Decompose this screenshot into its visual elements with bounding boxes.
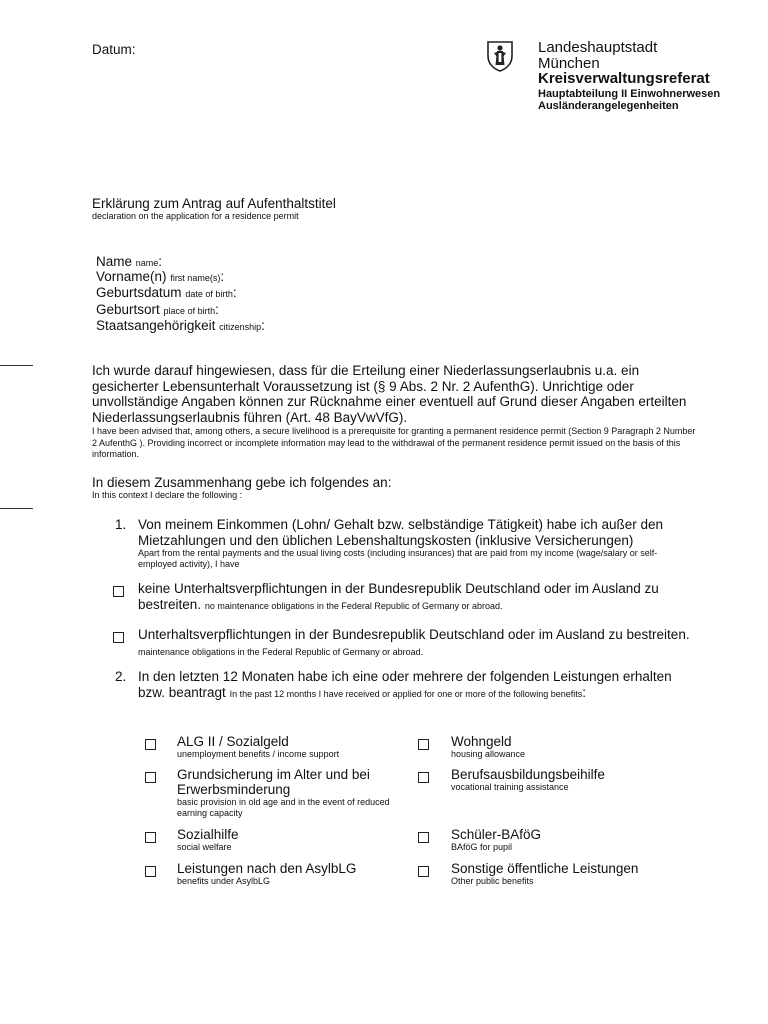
fold-mark-bottom — [0, 508, 33, 509]
option-no-maintenance-label: keine Unterhaltsverpflichtungen in der Bundesrepublik Deutschland oder im Ausland zu bestreiten. — [138, 581, 659, 612]
field-date-of-birth — [96, 285, 237, 302]
item-2-text-en: In the past 12 months I have received or applied for one or more of the following benefits — [229, 689, 583, 699]
munich-coat-of-arms-logo — [486, 40, 514, 72]
document-title-en: declaration on the application for a residence permit — [92, 211, 299, 221]
notice-paragraph-en: I have been advised that, among others, a secure livelihood is a prerequisite for granting a permanent residence permit (Section 9 Paragraph 2 Number 2 AufenthG ). Providing incorrect or incomplete information may lead to the withdrawal of the permanent residence permit issued on the basis of this information. — [92, 426, 696, 459]
checkbox-sozialhilfe[interactable] — [145, 830, 156, 848]
benefit-sonstige-leistungen-label-en: Other public benefits — [451, 876, 534, 886]
benefit-berufsausbildungsbeihilfe-label-en: vocational training assistance — [451, 782, 569, 792]
checkbox-alg-ii[interactable] — [145, 737, 156, 755]
fold-mark-top — [0, 365, 33, 366]
item-2-number: 2. — [115, 669, 127, 684]
benefit-sonstige-leistungen — [451, 861, 691, 887]
field-colon: : — [215, 302, 219, 317]
field-citizenship-label: Staatsangehörigkeit — [96, 318, 216, 333]
field-first-names-label: Vorname(n) — [96, 269, 167, 284]
benefit-wohngeld-label: Wohngeld — [451, 734, 512, 749]
field-citizenship — [96, 318, 265, 335]
benefit-wohngeld-label-en: housing allowance — [451, 749, 526, 759]
benefit-asylblg-label: Leistungen nach den AsylbLG — [177, 861, 357, 876]
field-name-label-en: name — [135, 258, 159, 268]
field-citizenship-label-en: citizenship — [219, 322, 262, 332]
division-name: Hauptabteilung II Einwohnerwesen — [538, 88, 721, 100]
context-heading-en: In this context I declare the following : — [92, 490, 243, 500]
city-name-line2: München — [538, 55, 600, 72]
checkbox-schueler-bafoeg[interactable] — [418, 830, 429, 848]
option-maintenance — [138, 627, 698, 659]
item-1-number: 1. — [115, 517, 127, 532]
benefit-asylblg-label-en: benefits under AsylbLG — [177, 876, 271, 886]
benefit-sozialhilfe-label-en: social welfare — [177, 842, 232, 852]
item-2-text-de: In den letzten 12 Monaten habe ich eine oder mehrere der folgenden Leistungen erhalten bzw. beantragt — [138, 669, 672, 700]
item-2-text — [138, 669, 678, 701]
benefit-alg-ii-label-en: unemployment benefits / income support — [177, 749, 340, 759]
benefit-schueler-bafoeg-label-en: BAföG for pupil — [451, 842, 513, 852]
item-2-colon: : — [582, 685, 587, 700]
benefit-asylblg — [177, 861, 402, 887]
section-name: Ausländerangelegenheiten — [538, 100, 679, 112]
benefit-sozialhilfe — [177, 827, 402, 853]
field-colon: : — [261, 318, 265, 333]
benefit-berufsausbildungsbeihilfe-label: Berufsausbildungsbeihilfe — [451, 767, 605, 782]
benefit-sonstige-leistungen-label: Sonstige öffentliche Leistungen — [451, 861, 639, 876]
benefit-schueler-bafoeg — [451, 827, 691, 853]
checkbox-no-maintenance[interactable] — [113, 584, 124, 602]
context-heading: In diesem Zusammenhang gebe ich folgendes an: — [92, 475, 392, 490]
field-place-of-birth-label: Geburtsort — [96, 302, 160, 317]
benefit-sozialhilfe-label: Sozialhilfe — [177, 827, 239, 842]
field-name-label: Name — [96, 254, 133, 269]
option-maintenance-label: Unterhaltsverpflichtungen in der Bundesrepublik Deutschland oder im Ausland zu bestreiten. — [138, 627, 690, 642]
option-maintenance-label-en: maintenance obligations in the Federal Republic of Germany or abroad. — [138, 647, 424, 657]
checkbox-sonstige-leistungen[interactable] — [418, 864, 429, 882]
benefit-grundsicherung-label-en: basic provision in old age and in the event of reduced earning capacity — [177, 797, 390, 818]
checkbox-maintenance[interactable] — [113, 630, 124, 648]
benefit-grundsicherung-label: Grundsicherung im Alter und bei Erwerbsminderung — [177, 767, 370, 797]
item-1-text-en: Apart from the rental payments and the usual living costs (including insurances) that are paid from my income (wage/salary or self-employed activity), I have — [138, 548, 658, 569]
field-date-of-birth-label-en: date of birth — [185, 289, 233, 299]
notice-paragraph: Ich wurde darauf hingewiesen, dass für die Erteilung einer Niederlassungserlaubnis u.a. ein gesicherter Lebensunterhalt Voraussetzung ist (§ 9 Abs. 2 Nr. 2 AufenthG). Unrichtige oder unvollständige Angaben können zur Rücknahme einer eventuell auf Grund dieser Angaben erteilten Niederlassungserlaubnis führen (Art. 48 BayVwVfG). — [92, 363, 687, 425]
field-date-of-birth-label: Geburtsdatum — [96, 285, 182, 300]
field-colon: : — [220, 269, 225, 284]
benefit-schueler-bafoeg-label: Schüler-BAföG — [451, 827, 542, 842]
benefit-alg-ii-label: ALG II / Sozialgeld — [177, 734, 289, 749]
city-name-line1: Landeshauptstadt — [538, 39, 658, 56]
field-place-of-birth — [96, 302, 219, 319]
field-place-of-birth-label-en: place of birth — [163, 306, 216, 316]
benefit-alg-ii — [177, 734, 402, 760]
benefit-grundsicherung — [177, 767, 402, 819]
document-title: Erklärung zum Antrag auf Aufenthaltstitel — [92, 196, 336, 211]
field-first-names — [96, 269, 224, 286]
checkbox-asylblg[interactable] — [145, 864, 156, 882]
benefit-berufsausbildungsbeihilfe — [451, 767, 691, 793]
item-1-text: Von meinem Einkommen (Lohn/ Gehalt bzw. selbständige Tätigkeit) habe ich außer den Mietzahlungen und den üblichen Lebenshaltungskosten (inklusive Versicherungen) — [138, 517, 664, 548]
benefit-wohngeld — [451, 734, 691, 760]
field-colon: : — [232, 285, 237, 300]
option-no-maintenance — [138, 581, 698, 613]
field-first-names-label-en: first name(s) — [170, 273, 221, 283]
checkbox-berufsausbildungsbeihilfe[interactable] — [418, 770, 429, 788]
date-label: Datum: — [92, 42, 136, 57]
checkbox-grundsicherung[interactable] — [145, 770, 156, 788]
field-colon: : — [158, 254, 163, 269]
option-no-maintenance-label-en: no maintenance obligations in the Federal Republic of Germany or abroad. — [204, 601, 503, 611]
department-name: Kreisverwaltungsreferat — [538, 70, 710, 87]
checkbox-wohngeld[interactable] — [418, 737, 429, 755]
